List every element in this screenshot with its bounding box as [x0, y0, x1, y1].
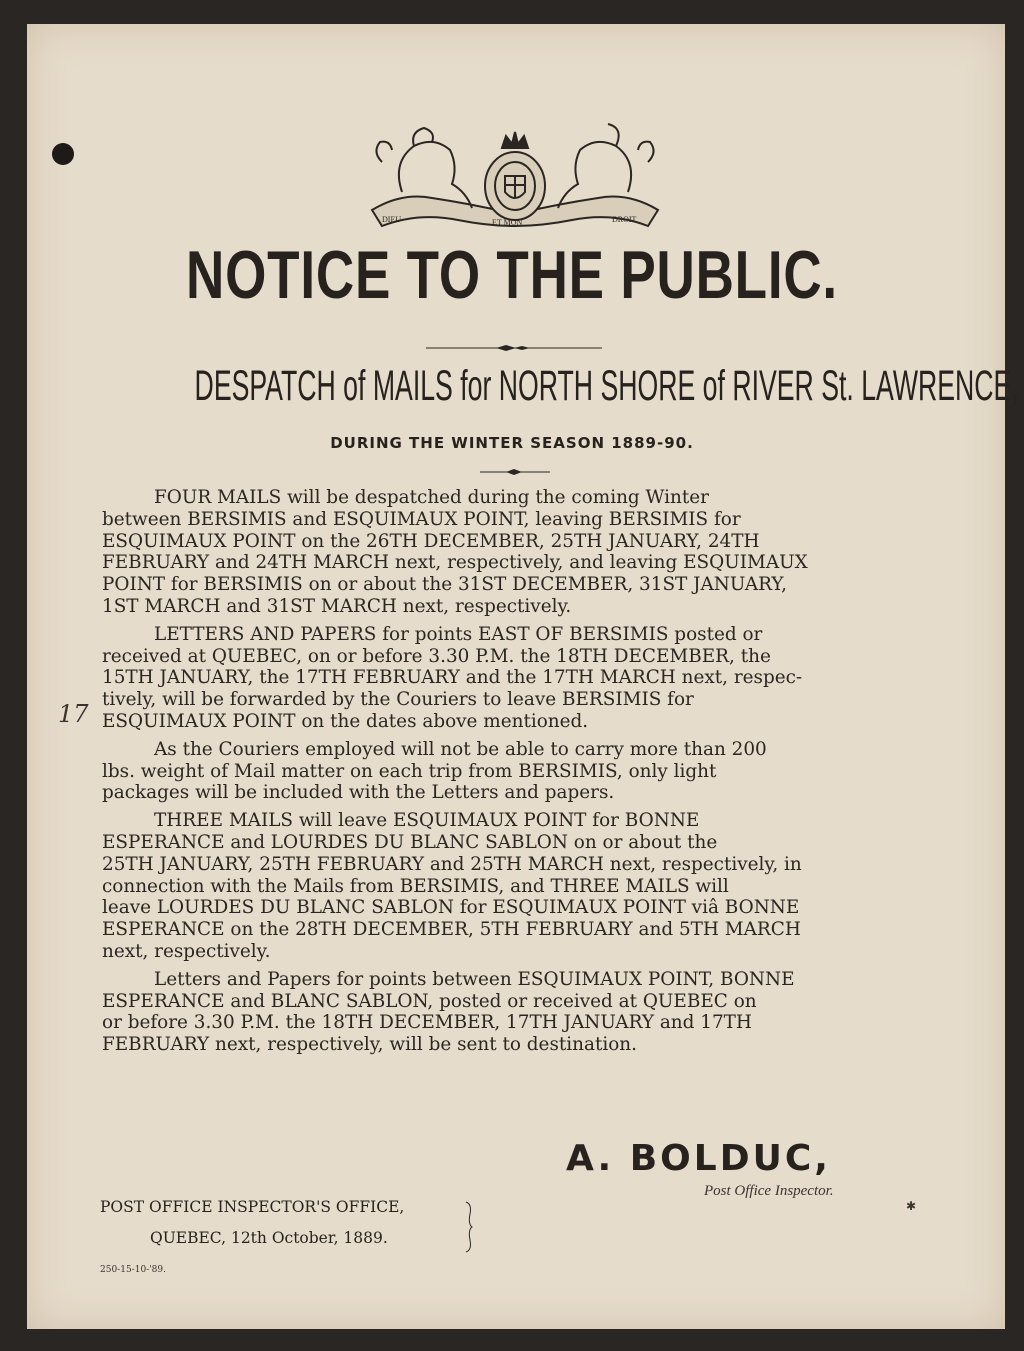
- svg-text:ET MON: ET MON: [492, 218, 523, 227]
- body-line: LETTERS AND PAPERS for points EAST OF BERSIMIS posted or: [154, 623, 763, 645]
- office-name: POST OFFICE INSPECTOR'S OFFICE,: [100, 1198, 405, 1216]
- paragraph-four-mails: [102, 487, 908, 618]
- paragraph-blanc-sablon: [102, 969, 908, 1056]
- brace-icon: [462, 1200, 476, 1254]
- paragraph-three-mails: [102, 810, 908, 963]
- svg-text:DROIT: DROIT: [612, 215, 637, 224]
- body-line: ESPERANCE on the 28TH DECEMBER, 5TH FEBRUARY and 5TH MARCH: [102, 919, 801, 941]
- divider-ornament-small: [480, 467, 550, 477]
- body-line: As the Couriers employed will not be able to carry more than 200: [154, 738, 767, 760]
- signature-title: Post Office Inspector.: [704, 1183, 834, 1199]
- body-line: ESPERANCE and LOURDES DU BLANC SABLON on or about the: [102, 831, 718, 853]
- paragraph-couriers-weight: [102, 739, 908, 804]
- body-line: FEBRUARY and 24TH MARCH next, respectively, and leaving ESQUIMAUX: [102, 552, 808, 574]
- body-line: 25TH JANUARY, 25TH FEBRUARY and 25TH MARCH next, respectively, in: [102, 853, 802, 875]
- body-line: lbs. weight of Mail matter on each trip from BERSIMIS, only light: [102, 760, 717, 782]
- body-line: next, respectively.: [102, 940, 271, 962]
- notice-body: [102, 487, 908, 1062]
- punch-hole: [52, 143, 74, 165]
- notice-title: NOTICE TO THE PUBLIC.: [186, 237, 838, 313]
- handwritten-margin-note: 17: [58, 700, 89, 728]
- body-line: ESQUIMAUX POINT on the 26TH DECEMBER, 25TH JANUARY, 24TH: [102, 530, 760, 552]
- signature-name: A. BOLDUC,: [566, 1138, 831, 1179]
- body-line: connection with the Mails from BERSIMIS, and THREE MAILS will: [102, 875, 729, 897]
- asterisk-icon: ✱: [906, 1199, 917, 1213]
- body-line: Letters and Papers for points between ESQUIMAUX POINT, BONNE: [154, 968, 795, 990]
- notice-subtitle: DESPATCH of MAILS for NORTH SHORE of RIVER St. LAWRENCE,: [194, 362, 1019, 410]
- season-heading: DURING THE WINTER SEASON 1889-90.: [330, 434, 694, 452]
- body-line: received at QUEBEC, on or before 3.30 P.M. the 18TH DECEMBER, the: [102, 645, 771, 667]
- body-line: POINT for BERSIMIS on or about the 31ST DECEMBER, 31ST JANUARY,: [102, 574, 788, 596]
- body-line: leave LOURDES DU BLANC SABLON for ESQUIMAUX POINT viâ BONNE: [102, 897, 800, 919]
- svg-text:DIEU: DIEU: [382, 215, 402, 224]
- body-line: THREE MAILS will leave ESQUIMAUX POINT for BONNE: [154, 810, 700, 832]
- body-line: or before 3.30 P.M. the 18TH DECEMBER, 17TH JANUARY and 17TH: [102, 1012, 752, 1034]
- print-code: 250-15-10-'89.: [100, 1265, 166, 1275]
- body-line: 1ST MARCH and 31ST MARCH next, respectively.: [102, 595, 572, 617]
- body-line: 15TH JANUARY, the 17TH FEBRUARY and the 17TH MARCH next, respec-: [102, 667, 803, 689]
- body-line: FOUR MAILS will be despatched during the coming Winter: [154, 487, 709, 508]
- body-line: packages will be included with the Letters and papers.: [102, 782, 615, 804]
- office-date: QUEBEC, 12th October, 1889.: [150, 1229, 388, 1247]
- body-line: ESQUIMAUX POINT on the dates above mentioned.: [102, 710, 589, 732]
- body-line: tively, will be forwarded by the Couriers to leave BERSIMIS for: [102, 689, 694, 711]
- body-line: ESPERANCE and BLANC SABLON, posted or received at QUEBEC on: [102, 990, 757, 1012]
- body-line: FEBRUARY next, respectively, will be sent to destination.: [102, 1034, 637, 1056]
- royal-coat-of-arms-icon: [362, 122, 668, 234]
- paragraph-letters-and-papers: [102, 624, 908, 733]
- divider-ornament: [426, 343, 602, 353]
- body-line: between BERSIMIS and ESQUIMAUX POINT, leaving BERSIMIS for: [102, 508, 741, 530]
